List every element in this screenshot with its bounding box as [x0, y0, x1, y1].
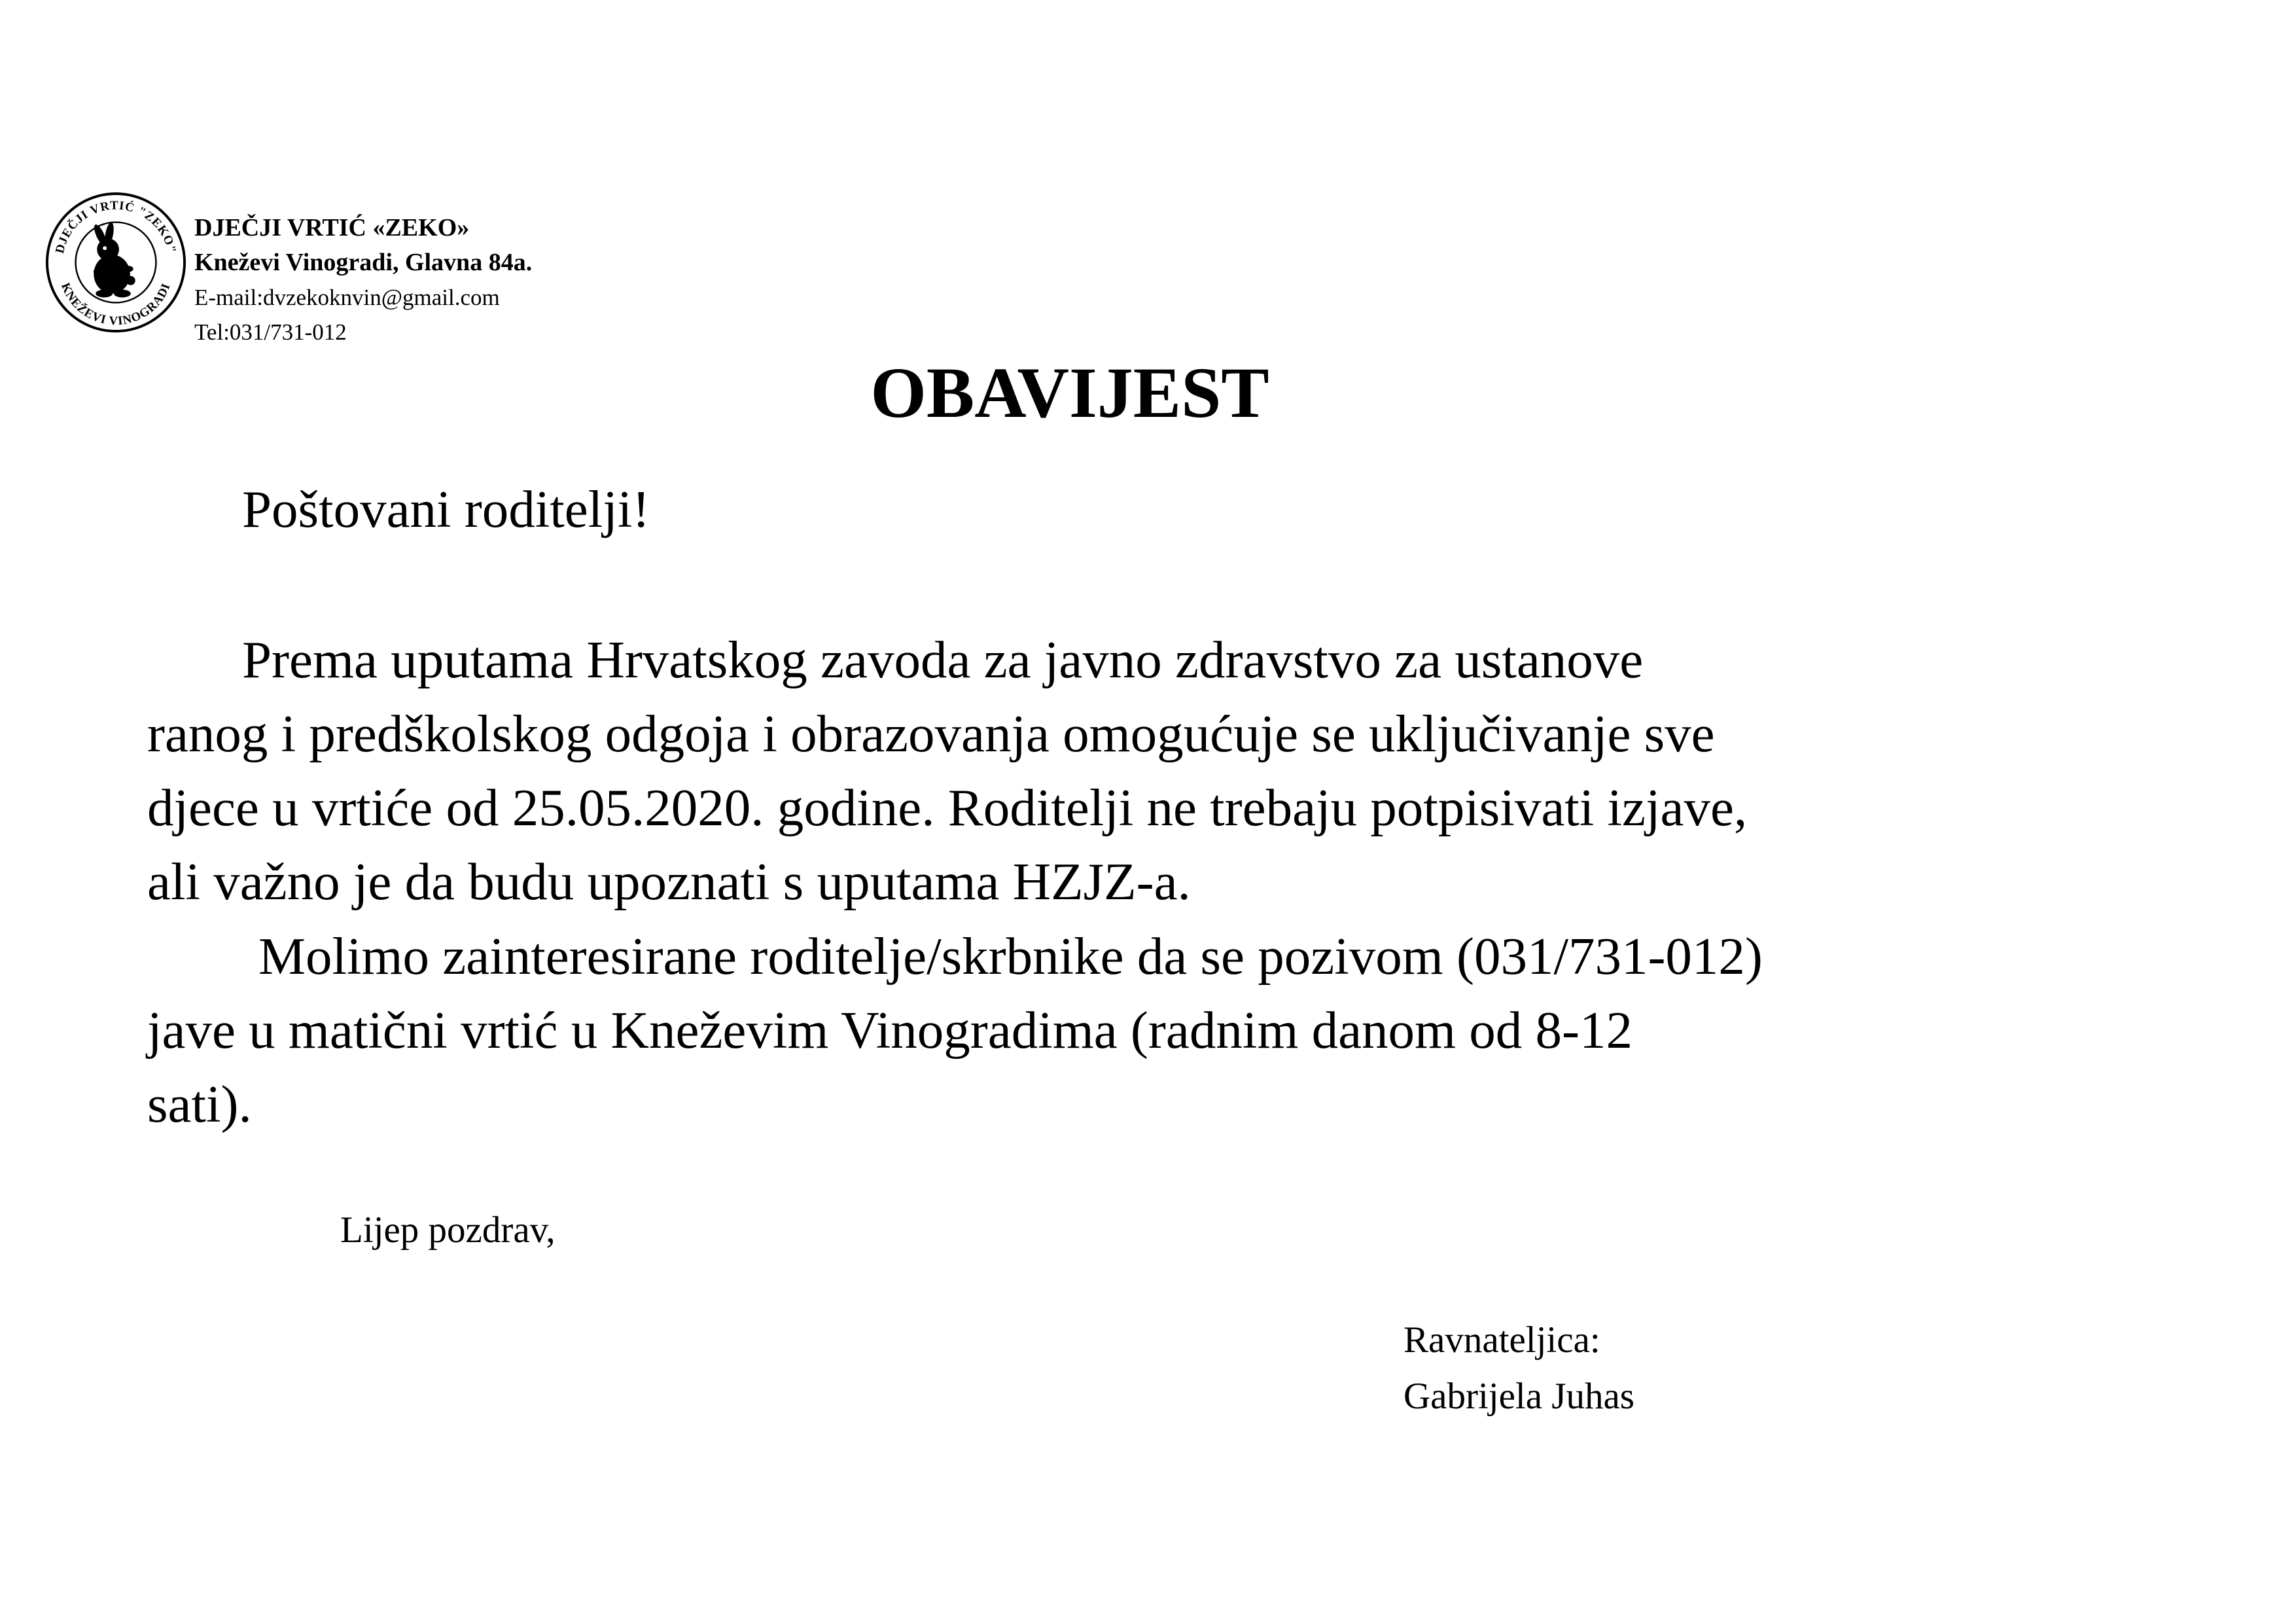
paragraph-2-line: Molimo zainteresirane roditelje/skrbnike da se pozivom (031/731-012): [258, 927, 1763, 986]
signature-name: Gabrijela Juhas: [1404, 1376, 1634, 1417]
paragraph-1-line: ranog i predškolskog odgoja i obrazovanja omogućuje se uključivanje sve: [147, 704, 1715, 763]
greeting: Poštovani roditelji!: [242, 480, 650, 539]
paragraph-1-line: Prema uputama Hrvatskog zavoda za javno zdravstvo za ustanove: [242, 630, 1644, 689]
closing-salutation: Lijep pozdrav,: [340, 1209, 556, 1251]
notice-title: OBAVIJEST: [870, 353, 1269, 433]
letterhead-contact-block: [194, 211, 532, 349]
paragraph-2-line: jave u matični vrtić u Kneževim Vinogradima (radnim danom od 8-12: [147, 1001, 1633, 1060]
paragraph-2-line: sati).: [147, 1075, 252, 1133]
org-address: Kneževi Vinogradi, Glavna 84a.: [194, 249, 533, 276]
seal-text-top: DJEČJI VRTIĆ "ZEKO": [52, 198, 179, 255]
kindergarten-seal-logo: [44, 191, 187, 334]
seal-text-bottom: KNEŽEVI VINOGRADI: [58, 281, 173, 329]
org-phone: Tel:031/731-012: [194, 319, 347, 345]
hare-icon: [92, 222, 135, 298]
paragraph-1-line: ali važno je da budu upoznati s uputama HZJZ-a.: [147, 852, 1191, 911]
paragraph-1: [147, 623, 1747, 919]
paragraph-1-line: djece u vrtiće od 25.05.2020. godine. Roditelji ne trebaju potpisivati izjave,: [147, 778, 1748, 837]
signature-block: [1404, 1312, 1634, 1425]
org-email: E-mail:dvzekoknvin@gmail.com: [194, 285, 500, 310]
org-name: DJEČJI VRTIĆ «ZEKO»: [194, 214, 470, 241]
signature-role: Ravnateljica:: [1404, 1319, 1600, 1361]
paragraph-2: [147, 919, 1763, 1141]
